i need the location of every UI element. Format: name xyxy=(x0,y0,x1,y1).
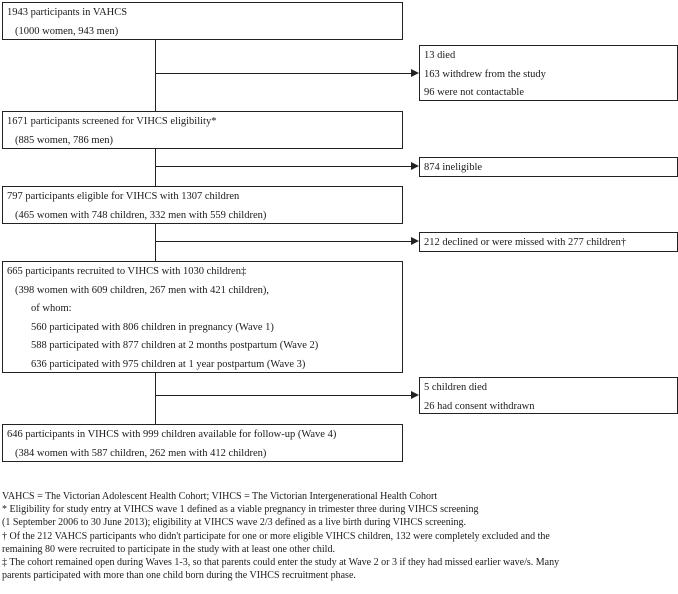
footnote-double-dagger-1: ‡ The cohort remained open during Waves 1-3, so that parents could enter the study at Wave 2 or 3 if they had missed earlier wave/s. Many xyxy=(2,557,560,569)
footnote-abbreviations: VAHCS = The Victorian Adolescent Health Cohort; VIHCS = The Victorian Intergenerational Health Cohort xyxy=(2,491,438,502)
recruited-wave2: 588 participated with 877 children at 2 months postpartum (Wave 2) xyxy=(31,340,319,351)
footnote-dagger-2: remaining 80 were recruited to participate in the study with at least one other child. xyxy=(2,543,335,555)
exit-box-ineligible xyxy=(419,157,678,177)
recruited-box xyxy=(2,261,403,373)
exit-consent-withdrawn: 26 had consent withdrawn xyxy=(424,400,535,412)
eligible-breakdown: (465 women with 748 children, 332 men with 559 children) xyxy=(15,209,267,221)
followup-count: 646 participants in VIHCS with 999 children available for follow-up (Wave 4) xyxy=(7,429,337,440)
footnotes xyxy=(2,490,676,582)
branch-line-declined xyxy=(155,241,411,242)
vahcs-box xyxy=(2,2,403,40)
footnote-eligibility-2: (1 September 2006 to 30 June 2013); eligibility at VIHCS wave 2/3 defined as a live birth during VIHCS screening. xyxy=(2,517,466,529)
recruited-count: 665 participants recruited to VIHCS with 1030 children‡ xyxy=(7,266,247,277)
branch-line-children-died xyxy=(155,395,411,396)
exit-box-children-died xyxy=(419,377,678,414)
footnote-eligibility-1: * Eligibility for study entry at VIHCS wave 1 defined as a viable pregnancy in trimester three during VIHCS screening xyxy=(2,504,479,516)
exit-children-died: 5 children died xyxy=(424,382,487,393)
branch-arrow-ineligible xyxy=(411,162,419,170)
exit-declined: 212 declined or were missed with 277 children† xyxy=(424,237,627,248)
followup-box xyxy=(2,424,403,462)
connector-recruited-followup xyxy=(155,373,156,424)
exit-not-contactable: 96 were not contactable xyxy=(424,87,524,98)
recruited-wave1: 560 participated with 806 children in pregnancy (Wave 1) xyxy=(31,321,274,333)
branch-line-ineligible xyxy=(155,166,411,167)
branch-arrow-children-died xyxy=(411,391,419,399)
connector-vahcs-screened xyxy=(155,40,156,111)
screened-box xyxy=(2,111,403,149)
screened-breakdown: (885 women, 786 men) xyxy=(15,134,113,146)
exit-box-declined xyxy=(419,232,678,252)
exit-box-loss xyxy=(419,45,678,101)
branch-arrow-declined xyxy=(411,237,419,245)
followup-breakdown: (384 women with 587 children, 262 men with 412 children) xyxy=(15,447,267,459)
screened-count: 1671 participants screened for VIHCS eligibility* xyxy=(7,116,217,127)
branch-line-loss xyxy=(155,73,411,74)
eligible-count: 797 participants eligible for VIHCS with 1307 children xyxy=(7,191,240,202)
eligible-box xyxy=(2,186,403,224)
footnote-double-dagger-2: parents participated with more than one child born during the VIHCS recruitment phase. xyxy=(2,570,356,582)
exit-withdrew: 163 withdrew from the study xyxy=(424,68,546,80)
connector-screened-eligible xyxy=(155,149,156,186)
recruited-wave3: 636 participated with 975 children at 1 year postpartum (Wave 3) xyxy=(31,358,306,370)
exit-ineligible: 874 ineligible xyxy=(424,162,483,173)
recruited-breakdown: (398 women with 609 children, 267 men with 421 children), xyxy=(15,284,269,296)
footnote-dagger-1: † Of the 212 VAHCS participants who didn't participate for one or more eligible VIHCS children, 132 were completely excluded and the xyxy=(2,530,550,542)
exit-died: 13 died xyxy=(424,50,456,61)
vahcs-breakdown: (1000 women, 943 men) xyxy=(15,25,119,37)
recruited-of-whom: of whom: xyxy=(31,303,72,314)
branch-arrow-loss xyxy=(411,69,419,77)
connector-eligible-recruited xyxy=(155,224,156,261)
vahcs-count: 1943 participants in VAHCS xyxy=(7,7,128,18)
